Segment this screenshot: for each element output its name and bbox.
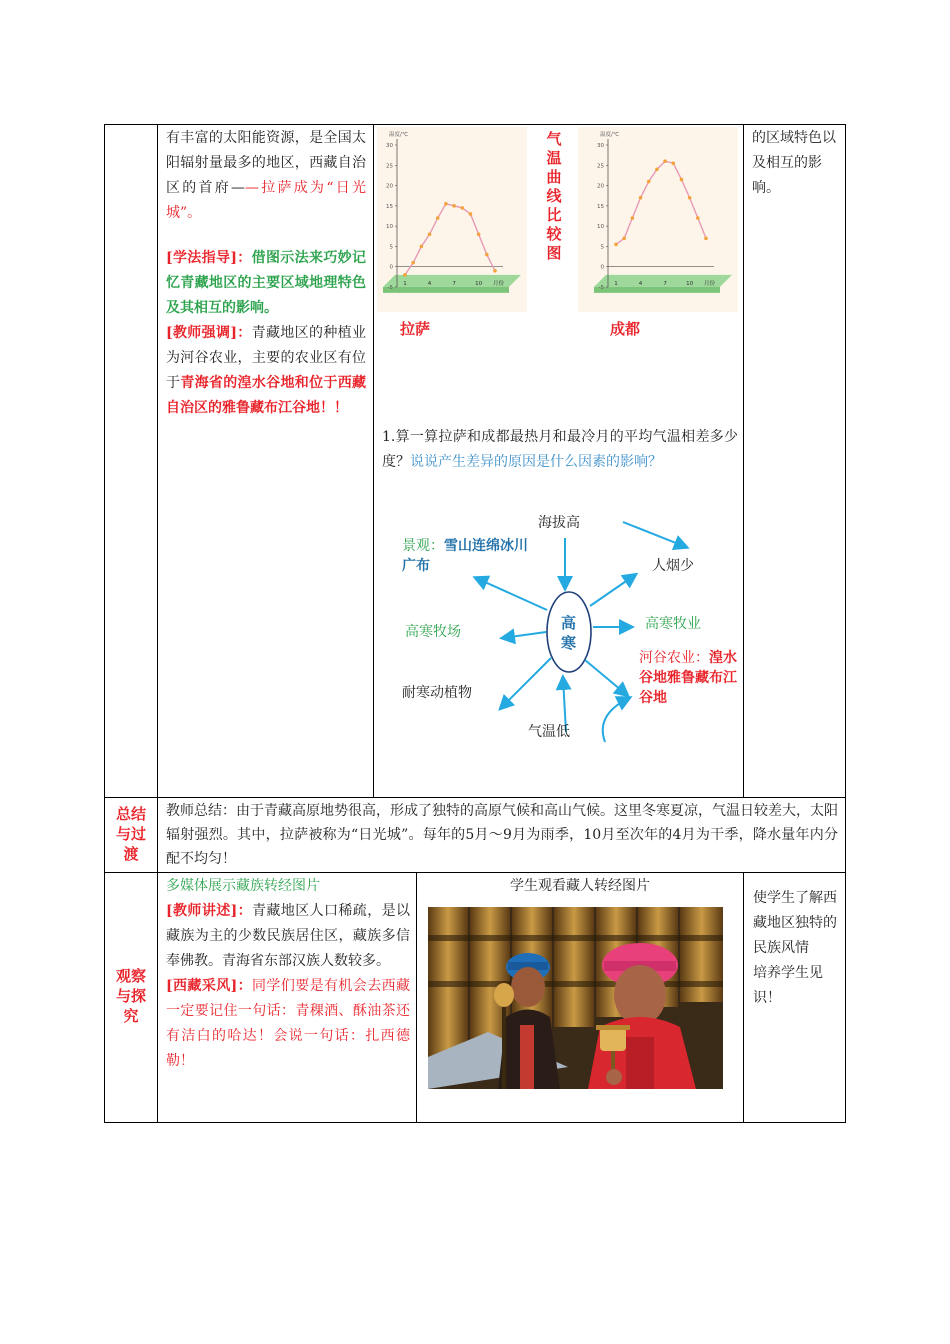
chart-x-tick-label: 1 (614, 280, 618, 287)
river-label: 河谷农业： (639, 650, 709, 666)
chart-y-tick-label: -5 (598, 285, 604, 291)
chart-data-point (680, 178, 684, 182)
chart-x-tick-label: 7 (663, 280, 667, 287)
chart-y-tick-label: 0 (389, 264, 393, 271)
diagram-top: 海拔高 (538, 515, 580, 531)
chart-x-tick-label: 1 (403, 280, 407, 287)
chart-data-point (688, 196, 692, 200)
photo-title: 学生观看藏人转经图片 (510, 878, 650, 894)
chart-y-tick-label: -5 (387, 285, 393, 291)
chart-data-point (477, 232, 481, 236)
chart-y-tick-label: 15 (597, 203, 604, 210)
guide-label: [学法指导]： (166, 250, 252, 266)
landscape-label: 景观： (402, 538, 444, 554)
row1-left-text (166, 126, 366, 421)
chart-data-point (436, 216, 440, 220)
tibet-label: [西藏采风]： (166, 978, 253, 994)
table-border-left (104, 124, 105, 1123)
chart-data-point (403, 273, 407, 277)
column-divider-2-row3 (416, 872, 417, 1123)
goal-text-1: 使学生了解西藏地区独特的民族风情 (753, 890, 837, 956)
chart-data-point (696, 216, 700, 220)
chart-y-tick-label: 15 (386, 203, 393, 210)
column-divider-3-row1 (743, 124, 744, 798)
solar-text: 有丰富的太阳能资源，是全国太阳辐射量最多的地区，西藏自治区的首府— (166, 130, 366, 196)
table-border-top (104, 124, 846, 125)
chart-data-point (485, 253, 489, 257)
chart-base-front (383, 287, 509, 293)
river-text: 湟水谷地雅鲁藏布江谷地 (639, 650, 737, 706)
emphasis-label: [教师强调]： (166, 325, 252, 341)
question-text (382, 425, 738, 475)
chart-data-point (655, 168, 659, 172)
chart-data-point (452, 204, 456, 208)
question-black: 1.算一算拉萨和成都最热月和最冷月的平均气温相差多少度？ (382, 429, 738, 470)
diagram-landscape (402, 536, 532, 576)
chart-data-point (420, 245, 424, 249)
chart-data-point (469, 212, 473, 216)
chart-y-tick-label: 20 (597, 183, 604, 190)
column-divider-1 (157, 124, 158, 1123)
chart-data-point (614, 243, 618, 247)
chart-data-point (493, 269, 497, 273)
row1-right-text: 的区域特色以及相互的影响。 (752, 130, 836, 196)
diagram-bottom-left: 耐寒动植物 (402, 685, 472, 701)
chart-data-point (428, 232, 432, 236)
chengdu-chart-svg (578, 127, 738, 312)
chart-x-tick-label: 4 (427, 280, 432, 287)
emphasis-text: 青藏地区的种植业为河谷农业，主要的农业区有位于 (166, 325, 366, 391)
lhasa-sun-city-text: —拉萨成为“日光城”。 (166, 180, 366, 221)
lhasa-chart-svg (377, 127, 527, 312)
chart-y-tick-label: 10 (386, 224, 393, 231)
chart-data-point (671, 161, 675, 165)
row3-right-text (753, 886, 841, 1011)
chart-y-tick-label: 5 (600, 244, 604, 251)
landscape-text: 雪山连绵冰川广布 (402, 538, 528, 574)
chart-y-tick-label: 25 (597, 163, 604, 170)
diagram-top-right: 人烟少 (652, 558, 694, 574)
chart-title: 气温曲线比较图 (546, 130, 562, 262)
chart-x-axis-label: 月份 (704, 280, 716, 287)
lecture-label: [教师讲述]： (166, 903, 253, 919)
table-border-bottom (104, 1122, 846, 1123)
chart-base-front (594, 287, 720, 293)
chart-temperature-line (405, 204, 495, 275)
question-blue: 说说产生差异的原因是什么因素的影响？ (410, 454, 662, 470)
diagram-left: 高寒牧场 (405, 624, 461, 640)
table-border-right (845, 124, 846, 1123)
chart-y-axis-label: 温度/℃ (389, 132, 409, 138)
diagram-center: 高寒 (561, 614, 577, 652)
chart-x-tick-label: 10 (475, 280, 483, 287)
chart-x-tick-label: 4 (638, 280, 643, 287)
chart-x-axis-label: 月份 (493, 280, 505, 287)
emphasis-highlight: 青海省的湟水谷地和位于西藏自治区的雅鲁藏布江谷地！！ (166, 375, 367, 416)
chart-data-point (460, 206, 464, 210)
prayer-wheel-illustration (428, 907, 723, 1089)
table-border-row3-top (104, 872, 846, 873)
chart-data-point (444, 202, 448, 206)
observe-label: 观察与探究 (115, 967, 146, 1025)
chart-data-point (411, 261, 415, 265)
chart-y-tick-label: 25 (386, 163, 393, 170)
chart-y-tick-label: 30 (597, 143, 604, 149)
tibet-text: 同学们要是有机会去西藏一定要记住一句话：青稞酒、酥油茶还有洁白的哈达！会说一句话：扎西德勒！ (166, 978, 411, 1069)
chengdu-chart (578, 127, 738, 312)
chart-y-tick-label: 5 (389, 244, 393, 251)
chart-data-point (663, 159, 667, 163)
lhasa-name: 拉萨 (400, 320, 431, 338)
chart-data-point (639, 196, 643, 200)
chart-y-tick-label: 30 (386, 143, 393, 149)
row3-left-text (166, 874, 410, 1074)
chart-y-tick-label: 10 (597, 224, 604, 231)
summary-text: 教师总结：由于青藏高原地势很高，形成了独特的高原气候和高山气候。这里冬寒夏凉，气温日较差大，太阳辐射强烈。其中，拉萨被称为“日光城”。每年的5月～9月为雨季，10月至次年的4月为干季，降水量年内分配不均匀！ (166, 803, 838, 867)
chart-data-point (622, 237, 626, 241)
chart-data-point (631, 216, 635, 220)
guide-text: 借图示法来巧妙记忆青藏地区的主要区域地理特色及其相互的影响。 (166, 250, 366, 316)
chart-x-tick-label: 10 (686, 280, 694, 287)
chart-y-tick-label: 0 (600, 264, 604, 271)
lecture-text: 青藏地区人口稀疏，是以藏族为主的少数民族居住区，藏族多信奉佛教。青海省东部汉族人数较多。 (166, 903, 411, 969)
column-divider-3-row3 (743, 872, 744, 1123)
prayer-wheel-photo (428, 907, 723, 1089)
chart-temperature-line (616, 161, 706, 244)
chart-y-tick-label: 20 (386, 183, 393, 190)
chart-x-tick-label: 7 (452, 280, 456, 287)
table-border-row2-top (104, 797, 846, 798)
diagram-river-agriculture (639, 648, 737, 708)
chart-data-point (647, 180, 651, 184)
chart-data-point (704, 237, 708, 241)
lhasa-chart (377, 127, 527, 312)
diagram-right: 高寒牧业 (645, 616, 701, 632)
summary-label: 总结与过渡 (115, 805, 146, 863)
diagram-bottom: 气温低 (528, 724, 570, 740)
goal-text-2: 培养学生见识！ (753, 965, 823, 1006)
chengdu-name: 成都 (610, 320, 641, 338)
multimedia-title: 多媒体展示藏族转经图片 (166, 878, 320, 894)
chart-y-axis-label: 温度/℃ (600, 132, 620, 138)
